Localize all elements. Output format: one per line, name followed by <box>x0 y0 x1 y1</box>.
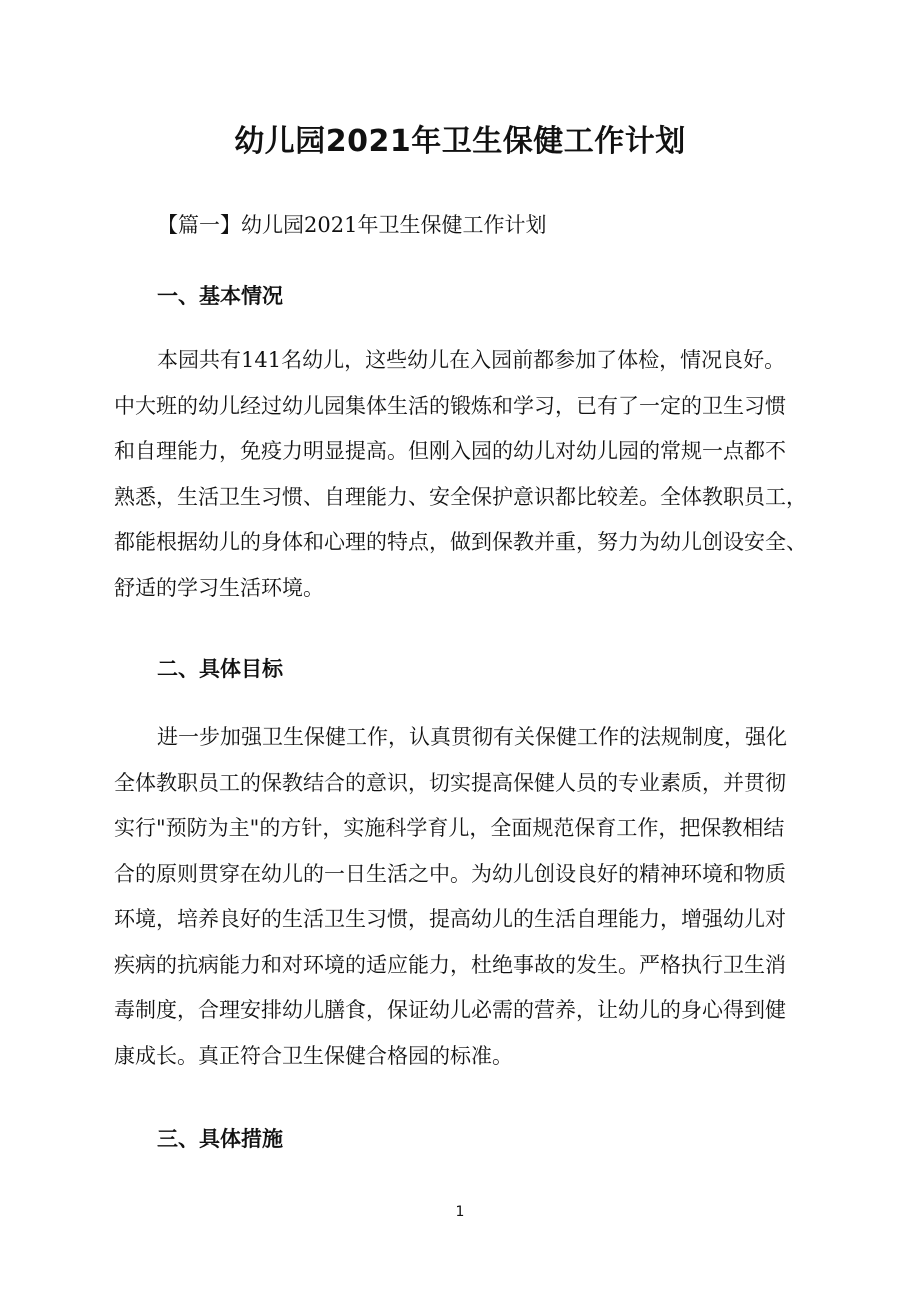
paragraph-line: 康成长。真正符合卫生保健合格园的标准。 <box>114 1043 513 1068</box>
paragraph-line: 合的原则贯穿在幼儿的一日生活之中。为幼儿创设良好的精神环境和物质 <box>114 861 786 886</box>
paragraph-line: 疾病的抗病能力和对环境的适应能力，杜绝事故的发生。严格执行卫生消 <box>114 952 786 977</box>
page-number: 1 <box>455 1204 465 1220</box>
section-heading-specific-measures: 三、具体措施 <box>157 1127 283 1151</box>
paragraph-line: 中大班的幼儿经过幼儿园集体生活的锻炼和学习，已有了一定的卫生习惯 <box>114 393 786 418</box>
paragraph-line: 都能根据幼儿的身体和心理的特点，做到保教并重，努力为幼儿创设安全、 <box>114 530 807 554</box>
paragraph-line: 熟悉，生活卫生习惯、自理能力、安全保护意识都比较差。全体教职员工， <box>114 484 807 509</box>
paragraph-line: 环境，培养良好的生活卫生习惯，提高幼儿的生活自理能力，增强幼儿对 <box>114 907 786 931</box>
paragraph-line: 毒制度，合理安排幼儿膳食，保证幼儿必需的营养，让幼儿的身心得到健 <box>114 998 786 1022</box>
paragraph-line: 和自理能力，免疫力明显提高。但刚入园的幼儿对幼儿园的常规一点都不 <box>114 439 786 463</box>
paragraph-line: 实行"预防为主"的方针，实施科学育儿，全面规范保育工作，把保教相结 <box>114 816 785 840</box>
section-paragraph-basic-situation <box>114 338 824 611</box>
document-title: 幼儿园2021年卫生保健工作计划 <box>234 124 686 159</box>
section-heading-specific-goals: 二、具体目标 <box>157 657 283 681</box>
paragraph-line: 本园共有141名幼儿，这些幼儿在入园前都参加了体检，情况良好。 <box>157 348 786 372</box>
paragraph-line: 全体教职员工的保教结合的意识，切实提高保健人员的专业素质，并贯彻 <box>114 770 786 795</box>
paragraph-line: 舒适的学习生活环境。 <box>114 575 324 600</box>
paragraph-line: 进一步加强卫生保健工作，认真贯彻有关保健工作的法规制度，强化 <box>157 725 787 749</box>
section-paragraph-specific-goals <box>114 715 824 1079</box>
document-subtitle: 【篇一】幼儿园2021年卫生保健工作计划 <box>157 213 547 237</box>
section-heading-basic-situation: 一、基本情况 <box>157 284 283 308</box>
